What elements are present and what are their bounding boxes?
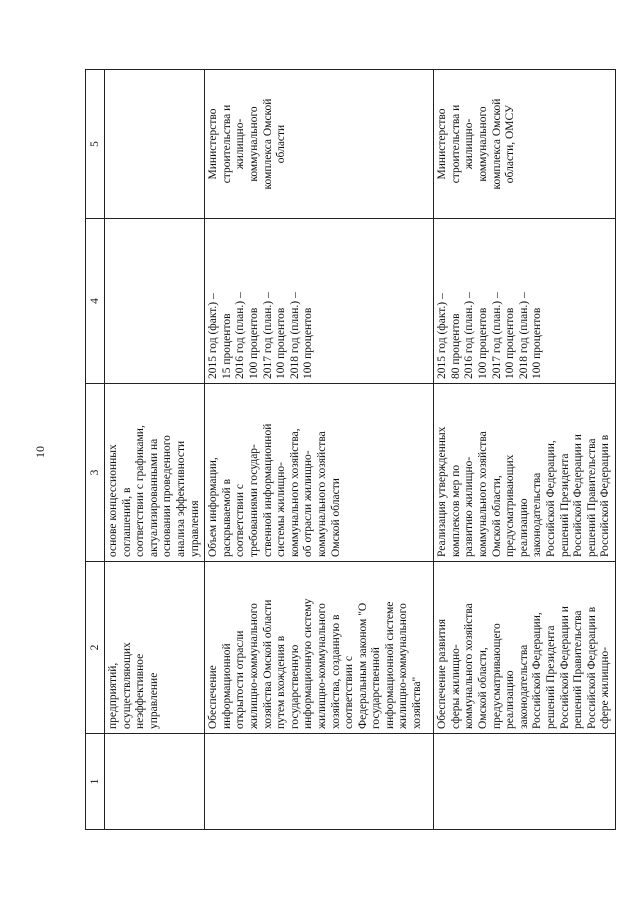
table-cell-values	[105, 219, 205, 384]
column-header: 2	[86, 562, 105, 734]
column-header: 3	[86, 384, 105, 562]
table-cell-indicator: Объем информации, раскрываемой в соответствии с требованиями государ- ственной информационной системы жилищно- коммунального хозяйства, об отрасли жилищно- коммунального хозяйства Омской области	[205, 384, 434, 562]
table-cell	[434, 734, 616, 830]
table-cell	[205, 734, 434, 830]
table-cell-responsible: Министерство строительства и жилищно- коммунального комплекса Омской области	[205, 70, 434, 219]
column-header: 4	[86, 219, 105, 384]
table-row	[105, 70, 205, 830]
page-number: 10	[33, 446, 47, 458]
table-cell-indicator: основе концессионных соглашений, в соответствии с графиками, актуализированными на основании проведенного анализа эффективности управления	[105, 384, 205, 562]
column-header: 5	[86, 70, 105, 219]
rotated-page-content	[85, 70, 612, 830]
table-cell-indicator: Реализация утвержденных комплексов мер по развитию жилищно- коммунального хозяйства Омской области, предусматривающих реализацию законодательства Российской Федерации, решений Президента Российской Федерации и решений Правительства Российской Федерации в	[434, 384, 616, 562]
table-cell-responsible: Министерство строительства и жилищно- коммунального комплекса Омской области, ОМСУ	[434, 70, 616, 219]
table-cell-measure: Обеспечение развития сферы жилищно- коммунального хозяйства Омской области, предусматривающего реализацию законодательства Российской Федерации, решений Президента Российской Федерации и решений Правительства Российской Федерации в сфере жилищно-	[434, 562, 616, 734]
table-cell	[105, 734, 205, 830]
table-cell-values: 2015 год (факт.) – 80 процентов 2016 год (план.) – 100 процентов 2017 год (план.) – 100 процентов 2018 год (план.) – 100 процентов	[434, 219, 616, 384]
table-cell-measure: Обеспечение информационной открытости отрасли жилищно-коммунального хозяйства Омской области путем вхождения в государственную информационную систему жилищно-коммунального хозяйства, созданную в соответствии с Федеральным законом "О государственной информационной системе жилищно-коммунального хозяйства"	[205, 562, 434, 734]
table-cell-values: 2015 год (факт.) – 15 процентов 2016 год (план.) – 100 процентов 2017 год (план.) – 100 процентов 2018 год (план.) – 100 процентов	[205, 219, 434, 384]
table-cell-responsible	[105, 70, 205, 219]
table-row	[434, 70, 616, 830]
measures-table	[85, 69, 616, 830]
table-row	[205, 70, 434, 830]
table-header-row	[86, 70, 105, 830]
column-header: 1	[86, 734, 105, 830]
table-cell-measure: предприятий, осуществляющих неэффективное управление	[105, 562, 205, 734]
